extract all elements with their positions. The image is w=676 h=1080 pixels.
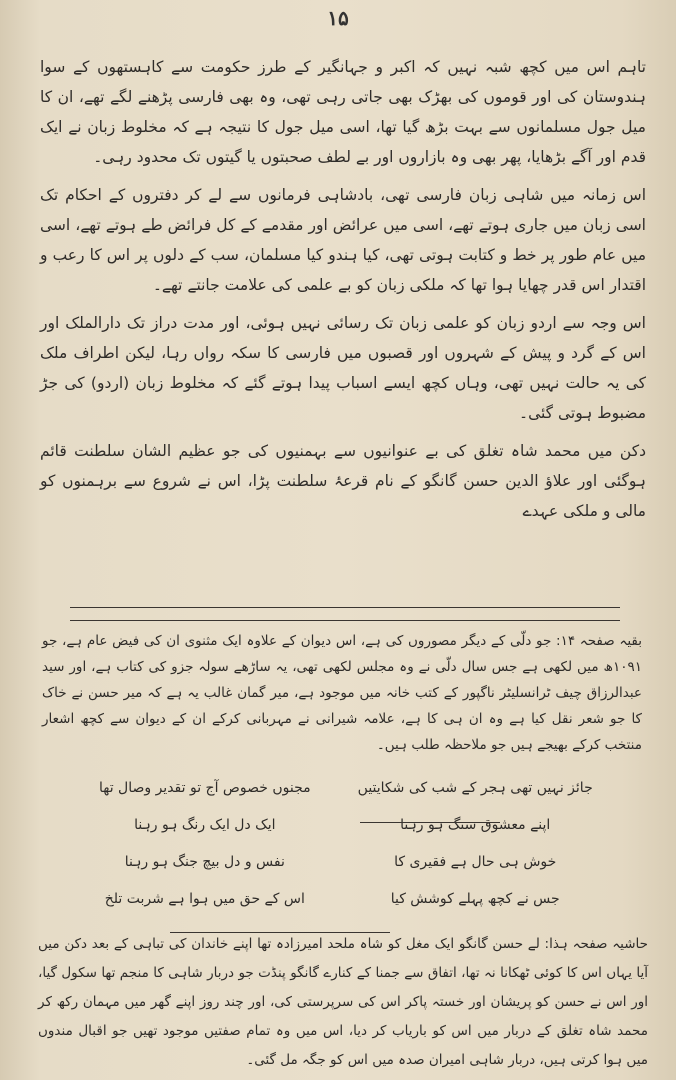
couplet [80, 807, 600, 844]
couplet [80, 881, 600, 918]
footnote-divider [70, 607, 620, 608]
main-text [40, 52, 646, 534]
verse-left: اس کے حق میں ہوا ہے شربت تلخ [104, 891, 305, 907]
verse-underline [360, 822, 500, 823]
footnote-page: حاشیہ صفحہ ہذا: لے حسن گانگو ایک مغل کو شاہ ملحد امیرزادہ تھا اپنے خاندان کی تباہی کے بعد دکن میں آیا یہاں اس کا کوئی ٹھکانا نہ تھا، اتفاق سے جمنا کے کنارے گانگو پنڈت جو دربار شاہی کا منجم تھا سکول گیا، اور اس نے حسن کو پریشان اور خستہ پاکر اس کی سرپرستی کی، اور چند روز اپنے گھر میں مہمان رکھ کر محمد شاہ تغلق کے دربار میں اس کو باریاب کر دیا، اس میں وہ تمام صفتیں موجود تھیں جو اقبال مندوں میں ہوا کرتی ہیں، دربار شاہی امیران صدہ میں اس کو جگہ مل گئی۔ [38, 936, 648, 1068]
couplet [80, 770, 600, 807]
verse-left: نفس و دل بیچ جنگ ہو رہنا [124, 854, 285, 870]
paragraph-2: اس زمانہ میں شاہی زبان فارسی تھی، بادشاہی فرمانوں سے لے کر دفتروں کے احکام تک اسی زبان میں جاری ہوتے تھے، اسی میں عرائض اور مقدمے کے کل فرائض طے ہوتے تھے، اسی میں عام طور پر خط و کتابت ہوتی تھی، کیا ہندو کیا مسلمان، سب کے دلوں پر اس کا رعب و اقتدار اس قدر چھایا ہوا تھا کہ ملکی زبان کو بے علمی کی علامت جانتے تھے۔ [40, 186, 646, 294]
verse-block [80, 770, 600, 918]
footnote-continued: بقیہ صفحہ ۱۴: جو دلّی کے دیگر مصوروں کی ہے، اس دیوان کے علاوہ ایک مثنوی ان کی فیض عام ہے، جو ۱۰۹۱ھ میں لکھی ہے جس سال دلّی نے وہ مجلس لکھی تھی، یہ ساڑھے سولہ جزو کی کتاب ہے، اور سید عبدالرزاق چیف ٹرانسلیٹر ناگپور کے کتب خانہ میں موجود ہے، میر گمان غالب یہ ہے کہ میر حسن نے خاک کا جو شعر نقل کیا ہے وہ ان ہی کا ہے، علامہ شیرانی نے مہربانی کرکے ان کے دیوان سے کچھ اشعار منتخب کرکے بھیجے ہیں جو ملاحظہ طلب ہیں۔ [42, 633, 642, 753]
page-number: ۱۵ [327, 6, 349, 30]
paragraph-4: دکن میں محمد شاہ تغلق کی بے عنوانیوں سے بہمنیوں کی جو عظیم الشان سلطنت قائم ہوگئی اور علاؤ الدین حسن گانگو کے نام قرعۂ سلطنت پڑا، اس نے شروع سے برہمنوں کو مالی و ملکی عہدے [40, 442, 646, 520]
paragraph-3: اس وجہ سے اردو زبان کو علمی زبان تک رسائی نہیں ہوئی، اور مدت دراز تک دارالملک اور اس کے گرد و پیش کے شہروں اور قصبوں میں فارسی کا سکہ رواں رہا، لیکن اطراف ملک کی یہ حالت نہیں تھی، وہاں کچھ ایسے اسباب پیدا ہوتے گئے کہ مخلوط زبان (اردو) کی جڑ مضبوط ہوتی گئی۔ [40, 314, 646, 422]
footnote-divider-2 [70, 620, 620, 621]
couplet [80, 844, 600, 881]
verse-right: خوش ہی حال ہے فقیری کا [394, 854, 557, 870]
verse-right: جائز نہیں تھی ہجر کے شب کی شکایتیں [357, 780, 593, 796]
verse-left: مجنوں خصوص آج تو تقدیر وصال تھا [98, 780, 311, 796]
paragraph-1: تاہم اس میں کچھ شبہ نہیں کہ اکبر و جہانگیر کے طرز حکومت سے کاہستھوں کے سوا ہندوستان کی اور قوموں کی بھڑک بھی جاتی رہی تھی، وہ بھی فارسی پڑھنے لگے تھے، ان کا میل جول مسلمانوں سے بہت بڑھ گیا تھا، اسی میل جول کا نتیجہ ہے کہ مخلوط زبان نے ایک قدم اور آگے بڑھایا، پھر بھی وہ بازاروں اور بے لطف صحبتوں یا گیتوں تک محدود رہی۔ [40, 58, 646, 166]
verse-right: اپنے معشوق سنگ ہو رہنا [400, 817, 551, 833]
verse-left: ایک دل ایک رنگ ہو رہنا [134, 817, 276, 833]
verse-right: جس نے کچھ پہلے کوشش کیا [390, 891, 560, 907]
